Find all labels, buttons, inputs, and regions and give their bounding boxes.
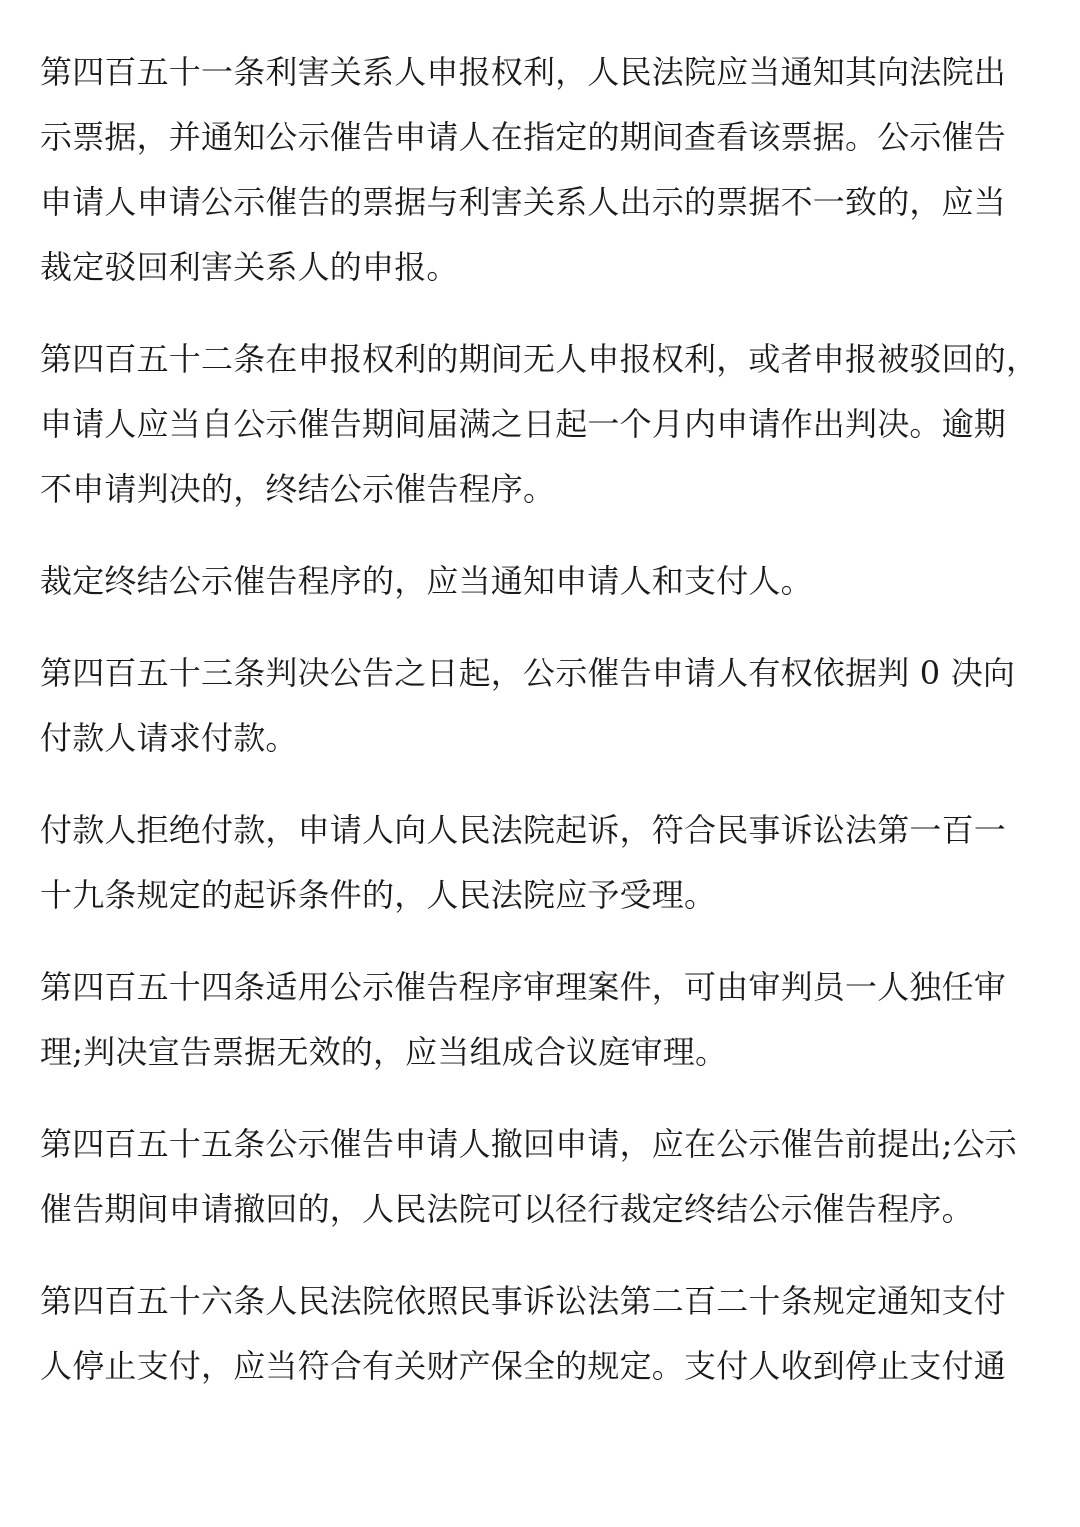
text-line: 裁定驳回利害关系人的申报。 [40,248,459,286]
text-line: 示票据，并通知公示催告申请人在指定的期间查看该票据。公示催告 [40,118,1007,156]
text-line: 第四百五十一条利害关系人申报权利，人民法院应当通知其向法院出 [40,53,1007,91]
paragraph-refusal-of-payment [40,798,1060,928]
text-line: 第四百五十六条人民法院依照民事诉讼法第二百二十条规定通知支付 [40,1282,1007,1320]
paragraph-article-452 [40,327,1060,522]
text-line: 十九条规定的起诉条件的，人民法院应予受理。 [40,876,717,914]
paragraph-article-451 [40,40,1060,300]
document-body [40,40,1060,1399]
text-line: 裁定终结公示催告程序的，应当通知申请人和支付人。 [40,562,813,600]
text-line: 第四百五十五条公示催告申请人撤回申请，应在公示催告前提出;公示 [40,1125,1017,1163]
text-line: 申请人申请公示催告的票据与利害关系人出示的票据不一致的，应当 [40,183,1007,221]
paragraph-termination-notice [40,549,1060,614]
text-line: 申请人应当自公示催告期间届满之日起一个月内申请作出判决。逾期 [40,405,1007,443]
paragraph-gap [40,928,1060,955]
paragraph-gap [40,614,1060,641]
paragraph-article-455 [40,1112,1060,1242]
paragraph-gap [40,1085,1060,1112]
paragraph-article-454 [40,955,1060,1085]
text-line: 付款人拒绝付款，申请人向人民法院起诉，符合民事诉讼法第一百一 [40,811,1007,849]
text-line: 不申请判决的，终结公示催告程序。 [40,470,556,508]
text-line: 催告期间申请撤回的，人民法院可以径行裁定终结公示催告程序。 [40,1190,974,1228]
paragraph-gap [40,300,1060,327]
text-line: 第四百五十三条判决公告之日起，公示催告申请人有权依据判 0 决向 [40,654,1016,692]
paragraph-article-456 [40,1269,1060,1399]
paragraph-gap [40,771,1060,798]
text-line: 第四百五十二条在申报权利的期间无人申报权利，或者申报被驳回的， [40,340,1039,378]
text-line: 理;判决宣告票据无效的，应当组成合议庭审理。 [40,1033,728,1071]
text-line: 付款人请求付款。 [40,719,298,757]
text-line: 第四百五十四条适用公示催告程序审理案件，可由审判员一人独任审 [40,968,1007,1006]
paragraph-article-453 [40,641,1060,771]
paragraph-gap [40,1242,1060,1269]
paragraph-gap [40,522,1060,549]
text-line: 人停止支付，应当符合有关财产保全的规定。支付人收到停止支付通 [40,1347,1007,1385]
